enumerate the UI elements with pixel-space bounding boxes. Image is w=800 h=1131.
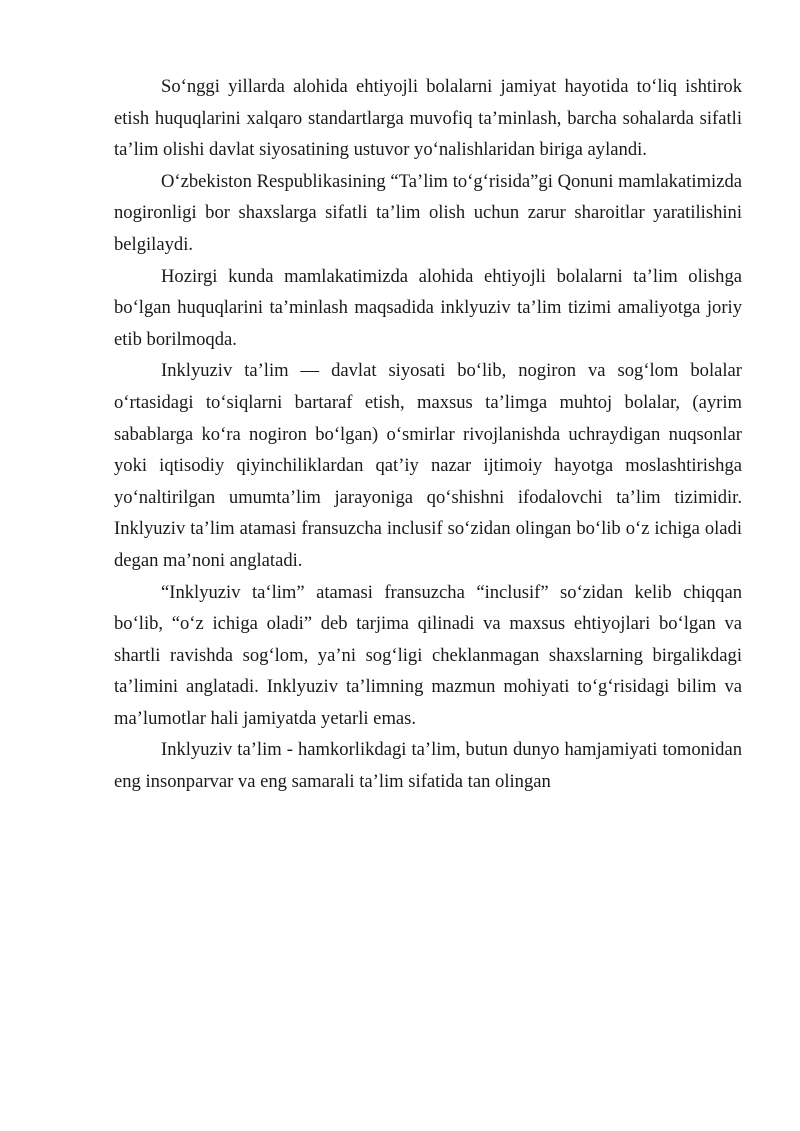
paragraph-5: “Inklyuziv ta‘lim” atamasi fransuzcha “inclusif” so‘zidan kelib chiqqan bo‘lib, “o‘z ichiga oladi” deb tarjima qilinadi va maxsus ehtiyojlari bo‘lgan va shartli ravishda sog‘lom, ya’ni sog‘ligi cheklanmagan shaxslarning birgalikdagi ta’limini anglatadi. Inklyuziv ta’limning mazmun mohiyati to‘g‘risidagi bilim va ma’lumotlar hali jamiyatda yetarli emas.	[114, 581, 742, 729]
paragraph-2: O‘zbekiston Respublikasining “Ta’lim to‘g‘risida”gi Qonuni mamlakatimizda nogironligi bor shaxslarga sifatli ta’lim olish uchun zarur sharoitlar yaratilishini belgilaydi.	[114, 170, 742, 255]
document-page	[114, 71, 742, 798]
paragraph-6: Inklyuziv ta’lim - hamkorlikdagi ta’lim, butun dunyo hamjamiyati tomonidan eng insonparvar va eng samarali ta’lim sifatida tan olingan	[114, 739, 742, 793]
paragraph-4: Inklyuziv ta’lim — davlat siyosati bo‘lib, nogiron va sog‘lom bolalar o‘rtasidagi to‘siqlarni bartaraf etish, maxsus ta’limga muhtoj bolalar, (ayrim sabablarga ko‘ra nogiron bo‘lgan) o‘smirlar rivojlanishda uchraydigan nuqsonlar yoki iqtisodiy qiyinchiliklardan qat’iy nazar ijtimoiy hayotga moslashtirishga yo‘naltirilgan umumta’lim jarayoniga qo‘shishni ifodalovchi ta’lim tizimidir. Inklyuziv ta’lim atamasi fransuzcha inclusif so‘zidan olingan bo‘lib o‘z ichiga oladi degan ma’noni anglatadi.	[114, 360, 742, 571]
paragraph-1: So‘nggi yillarda alohida ehtiyojli bolalarni jamiyat hayotida to‘liq ishtirok etish huquqlarini xalqaro standartlarga muvofiq ta’minlash, barcha sohalarda sifatli ta’lim olishi davlat siyosatining ustuvor yo‘nalishlaridan biriga aylandi.	[114, 76, 742, 161]
paragraph-3: Hozirgi kunda mamlakatimizda alohida ehtiyojli bolalarni ta’lim olishga bo‘lgan huquqlarini ta’minlash maqsadida inklyuziv ta’lim tizimi amaliyotga joriy etib borilmoqda.	[114, 265, 742, 350]
